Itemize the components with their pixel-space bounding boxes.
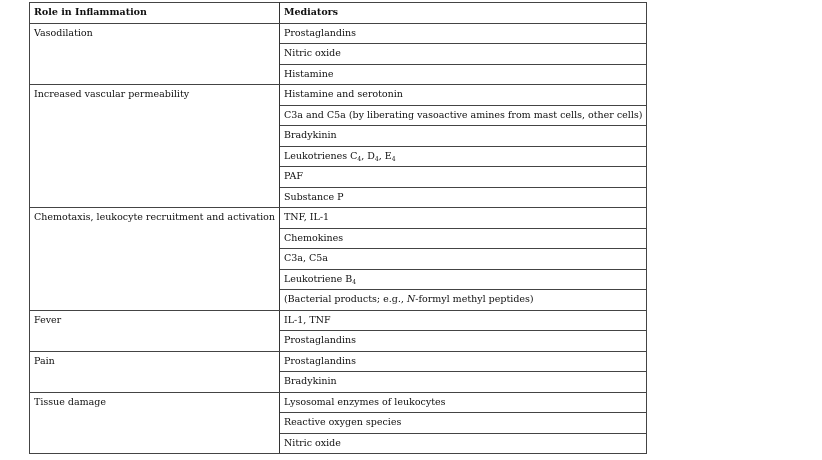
- header-row: [30, 3, 647, 24]
- subscript: 4: [374, 155, 379, 163]
- mediator-text: Leukotriene B: [283, 273, 353, 285]
- header-role: Role in Inflammation: [30, 3, 280, 24]
- table-row: [30, 85, 647, 106]
- mediator-text: Prostaglandins: [283, 27, 356, 39]
- mediator-cell: [279, 351, 647, 372]
- subscript: 4: [391, 155, 396, 163]
- mediator-text: Bradykinin: [283, 130, 337, 142]
- inflammation-mediators-table: [29, 2, 647, 454]
- role-cell: Fever: [30, 310, 280, 351]
- mediator-text: Nitric oxide: [283, 437, 341, 449]
- mediator-cell: [279, 126, 647, 147]
- mediator-cell: [279, 249, 647, 270]
- mediator-text: Chemokines: [283, 232, 344, 244]
- mediator-cell: [279, 269, 647, 290]
- table-row: [30, 310, 647, 331]
- role-cell: Pain: [30, 351, 280, 392]
- mediator-text: Bradykinin: [283, 376, 337, 388]
- mediator-text: , E: [378, 150, 392, 162]
- subscript: 4: [352, 278, 357, 286]
- mediator-text: Histamine: [283, 68, 334, 80]
- mediator-text: Leukotrienes C: [283, 150, 358, 162]
- mediator-cell: [279, 290, 647, 311]
- mediator-text: Histamine and serotonin: [283, 89, 403, 101]
- mediator-text: Substance P: [283, 191, 344, 203]
- mediator-text: IL-1, TNF: [283, 314, 331, 326]
- mediator-text: Lysosomal enzymes of leukocytes: [283, 396, 446, 408]
- mediator-text: , D: [361, 150, 375, 162]
- mediator-cell: [279, 310, 647, 331]
- table-row: [30, 208, 647, 229]
- mediator-text: C3a and C5a (by liberating vasoactive amines from mast cells, other cells): [283, 109, 643, 121]
- mediator-text: Prostaglandins: [283, 335, 356, 347]
- mediator-text: (Bacterial products; e.g.,: [283, 294, 407, 306]
- mediator-text: PAF: [283, 171, 303, 183]
- table-body: [30, 23, 647, 454]
- mediator-cell: [279, 331, 647, 352]
- header-mediators: Mediators: [279, 3, 647, 24]
- mediator-cell: [279, 187, 647, 208]
- mediator-cell: [279, 208, 647, 229]
- mediator-cell: [279, 44, 647, 65]
- mediator-cell: [279, 372, 647, 393]
- role-cell: Tissue damage: [30, 392, 280, 454]
- mediator-cell: [279, 167, 647, 188]
- mediator-cell: [279, 85, 647, 106]
- mediator-cell: [279, 413, 647, 434]
- mediator-cell: [279, 433, 647, 454]
- mediator-text: Reactive oxygen species: [283, 417, 402, 429]
- mediator-cell: [279, 105, 647, 126]
- mediator-text: -formyl methyl peptides): [415, 294, 534, 306]
- mediator-text: TNF, IL-1: [283, 212, 330, 224]
- table-row: [30, 23, 647, 44]
- mediator-text: Prostaglandins: [283, 355, 356, 367]
- mediator-cell: [279, 64, 647, 85]
- mediator-cell: [279, 392, 647, 413]
- italic-text: N: [406, 294, 416, 306]
- role-cell: Vasodilation: [30, 23, 280, 85]
- mediator-text: C3a, C5a: [283, 253, 328, 265]
- role-cell: Chemotaxis, leukocyte recruitment and activation: [30, 208, 280, 311]
- mediator-cell: [279, 23, 647, 44]
- table-row: [30, 392, 647, 413]
- mediator-cell: [279, 228, 647, 249]
- mediator-cell: [279, 146, 647, 167]
- table-row: [30, 351, 647, 372]
- subscript: 4: [357, 155, 362, 163]
- role-cell: Increased vascular permeability: [30, 85, 280, 208]
- mediator-text: Nitric oxide: [283, 48, 341, 60]
